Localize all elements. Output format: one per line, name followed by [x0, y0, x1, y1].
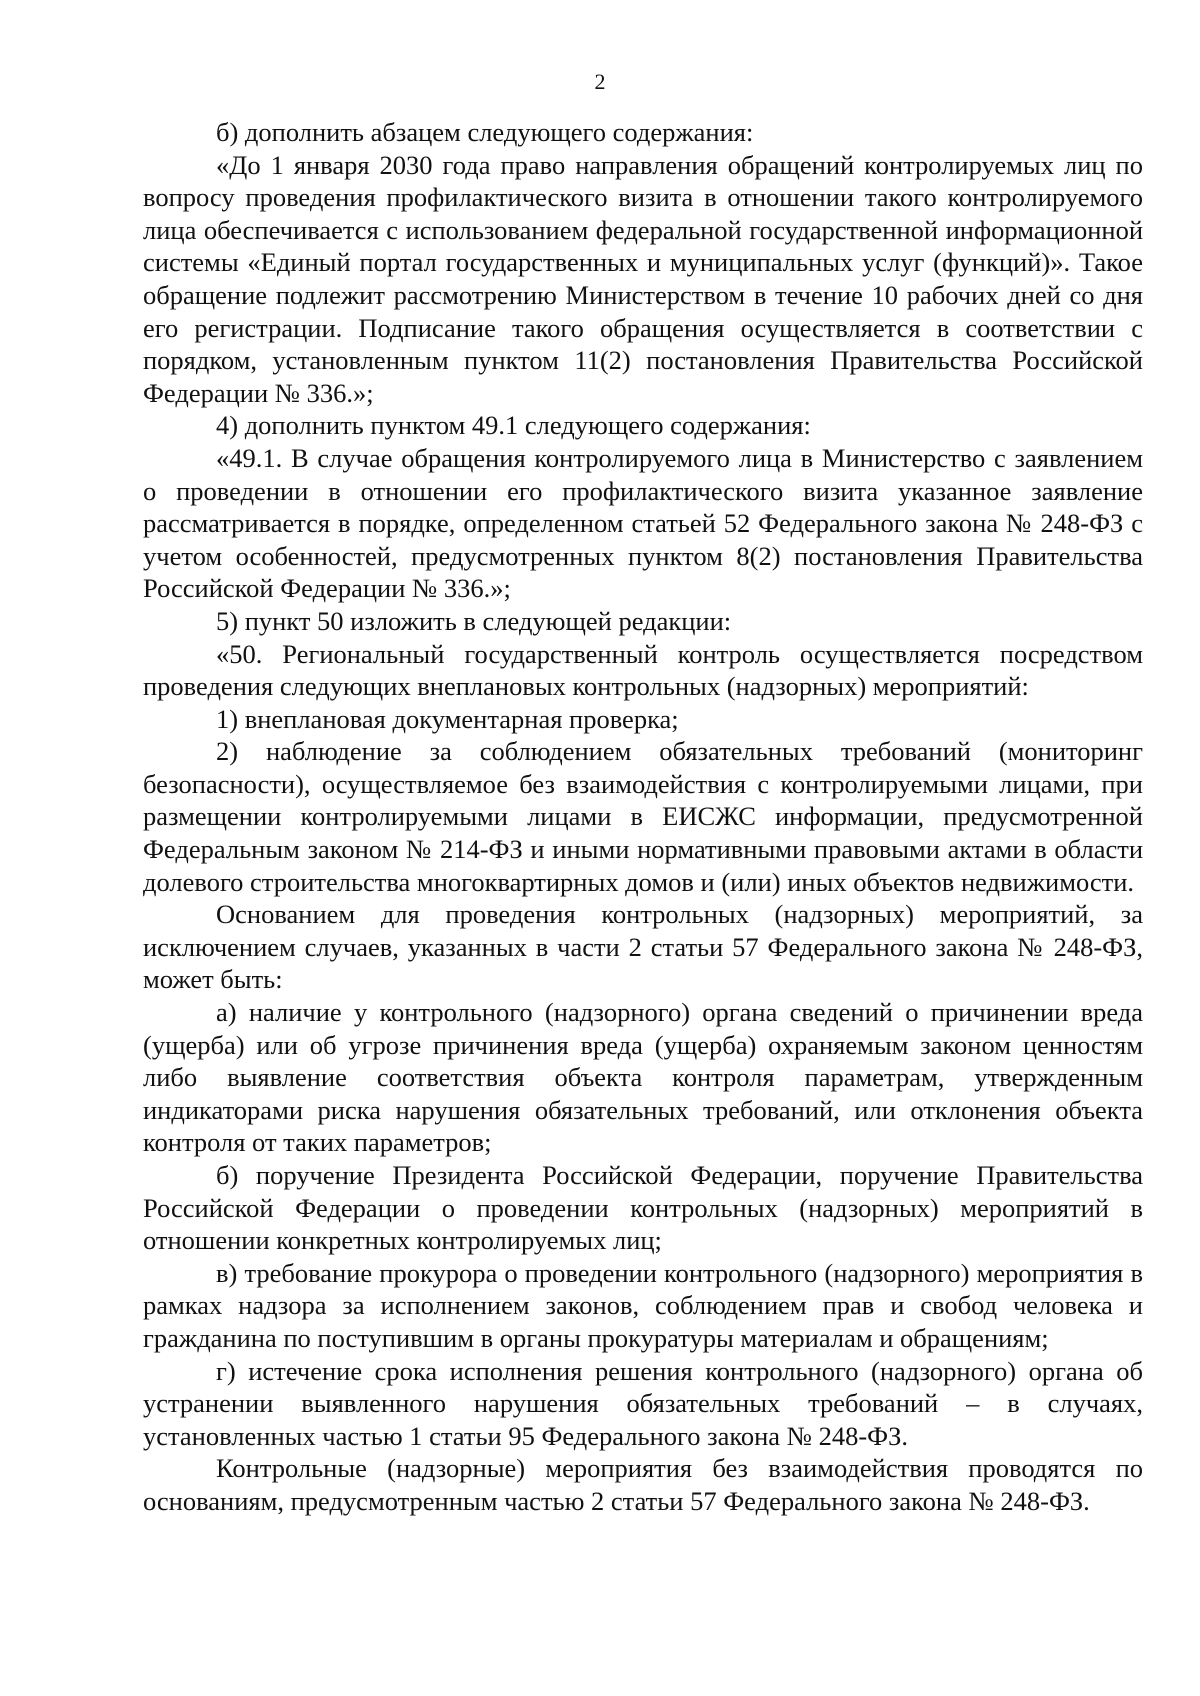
paragraph-grounds: Основанием для проведения контрольных (надзорных) мероприятий, за исключением случаев, указанных в части 2 статьи 57 Федерального закона № 248-ФЗ, может быть: — [143, 899, 1143, 995]
paragraph-ground-v: в) требование прокурора о проведении контрольного (надзорного) мероприятия в рамках надзора за исполнением законов, соблюдением прав и свобод человека и гражданина по поступившим в органы прокуратуры материалам и обращениям; — [143, 1257, 1143, 1353]
paragraph-5-point-50: 5) пункт 50 изложить в следующей редакции: — [216, 605, 732, 636]
paragraph-quoted-2030-rule: «До 1 января 2030 года право направления обращений контролируемых лиц по вопросу проведения профилактического визита в отношении такого контролируемого лица обеспечивается с использованием федеральной государственной информационной системы «Единый портал государственных и муниципальных услуг (функций)». Такое обращение подлежит рассмотрению Министерством в течение 10 рабочих дней со дня его регистрации. Подписание такого обращения осуществляется в соответствии с порядком, установленным пунктом 11(2) постановления Правительства Российской Федерации № 336.»; — [143, 149, 1143, 408]
paragraph-item-1: 1) внеплановая документарная проверка; — [216, 703, 679, 734]
page-number: 2 — [594, 69, 606, 94]
paragraph-item-2: 2) наблюдение за соблюдением обязательных требований (мониторинг безопасности), осуществляемое без взаимодействия с контролируемыми лицами, при размещении контролируемыми лицами в ЕИСЖС информации, предусмотренной Федеральным законом № 214-ФЗ и иными нормативными правовыми актами в области долевого строительства многоквартирных домов и (или) иных объектов недвижимости. — [143, 736, 1143, 897]
paragraph-ground-g: г) истечение срока исполнения решения контрольного (надзорного) органа об устранении выявленного нарушения обязательных требований – в случаях, установленных частью 1 статьи 95 Федерального закона № 248-ФЗ. — [143, 1355, 1143, 1451]
document-body — [143, 116, 1143, 1518]
paragraph-4-add-49-1: 4) дополнить пунктом 49.1 следующего содержания: — [216, 410, 811, 441]
paragraph-quoted-50: «50. Региональный государственный контроль осуществляется посредством проведения следующих внеплановых контрольных (надзорных) мероприятий: — [143, 638, 1143, 702]
paragraph-ground-b: б) поручение Президента Российской Федерации, поручение Правительства Российской Федерации о проведении контрольных (надзорных) мероприятий в отношении конкретных контролируемых лиц; — [143, 1160, 1143, 1256]
paragraph-ground-a: а) наличие у контрольного (надзорного) органа сведений о причинении вреда (ущерба) или об угрозе причинения вреда (ущерба) охраняемым законом ценностям либо выявление соответствия объекта контроля параметрам, утвержденным индикаторами риска нарушения обязательных требований, или отклонения объекта контроля от таких параметров; — [143, 997, 1143, 1158]
paragraph-quoted-49-1: «49.1. В случае обращения контролируемого лица в Министерство с заявлением о проведении в отношении его профилактического визита указанное заявление рассматривается в порядке, определенном статьей 52 Федерального закона № 248-ФЗ с учетом особенностей, предусмотренных пунктом 8(2) постановления Правительства Российской Федерации № 336.»; — [143, 442, 1143, 604]
paragraph-b-add-clause: б) дополнить абзацем следующего содержания: — [216, 117, 754, 147]
paragraph-without-interaction: Контрольные (надзорные) мероприятия без взаимодействия проводятся по основаниям, предусмотренным частью 2 статьи 57 Федерального закона № 248-ФЗ. — [143, 1453, 1143, 1516]
